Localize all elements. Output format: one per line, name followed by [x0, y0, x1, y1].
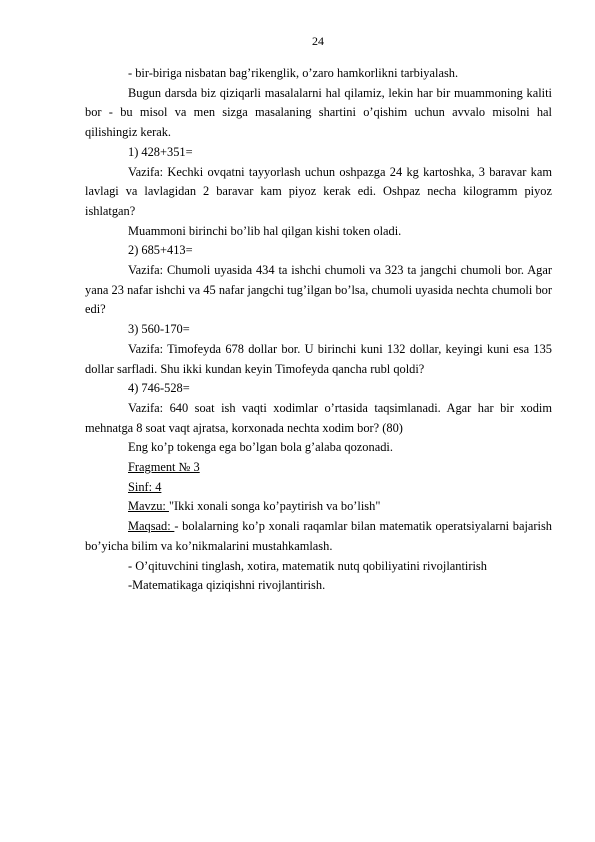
example-2: 2) 685+413= [128, 243, 193, 258]
fragment-label: Fragment № 3 [128, 460, 200, 475]
objective-label: Maqsad: [128, 519, 175, 534]
paragraph-goal-listening: - O’qituvchini tinglash, xotira, matematik nutq qobiliyatini rivojlantirish [128, 558, 487, 573]
paragraph-goal-interest: -Matematikaga qiziqishni rivojlantirish. [128, 578, 326, 593]
example-1: 1) 428+351= [128, 144, 193, 159]
example-4: 4) 746-528= [128, 381, 190, 396]
paragraph-lesson-intro: Bugun darsda biz qiziqarli masalalarni hal qilamiz, lekin har bir muammoning kaliti bor - bu misol va men sizga masalaning shartini o’qishim uchun avvalo misolni hal qilishingiz kerak. [85, 85, 552, 140]
topic-text: "Ikki xonali songa ko’paytirish va bo’lish" [168, 499, 381, 514]
topic-line [85, 497, 552, 517]
paragraph-winner-rule: Eng ko’p tokenga ega bo’lgan bola g’alaba qozonadi. [128, 440, 393, 455]
example-3: 3) 560-170= [128, 322, 190, 337]
objective-text: - bolalarning ko’p xonali raqamlar bilan matematik operatsiyalarni bajarish bo’yicha bilim va ko’nikmalarini mustahkamlash. [85, 519, 552, 553]
page-body [85, 64, 552, 596]
task-2: Vazifa: Chumoli uyasida 434 ta ishchi chumoli va 323 ta jangchi chumoli bor. Agar yana 23 nafar ishchi va 45 nafar jangchi tug’ilgan bo’lsa, chumoli uyasida nechta chumoli bor edi? [85, 263, 552, 317]
objective-line [85, 517, 552, 556]
grade-line [85, 478, 552, 498]
task-1: Vazifa: Kechki ovqatni tayyorlash uchun oshpazga 24 kg kartoshka, 3 baravar kam lavlagi va lavlagidan 2 baravar kam piyoz kerak edi. Oshpaz necha kilogramm piyoz ishlatgan? [85, 164, 552, 218]
paragraph-goal-tolerance: - bir-biriga nisbatan bag’rikenglik, o’zaro hamkorlikni tarbiyalash. [128, 66, 459, 80]
paragraph-token-rule: Muammoni birinchi bo’lib hal qilgan kishi token oladi. [128, 223, 402, 238]
topic-label: Mavzu: [128, 499, 169, 514]
grade-label: Sinf: 4 [128, 479, 162, 494]
task-4: Vazifa: 640 soat ish vaqti xodimlar o’rtasida taqsimlanadi. Agar har bir xodim mehnatga 8 soat vaqt ajratsa, korxonada nechta xodim bor? (80) [85, 400, 552, 435]
fragment-heading [85, 458, 552, 478]
task-3: Vazifa: Timofeyda 678 dollar bor. U birinchi kuni 132 dollar, keyingi kuni esa 135 dollar sarfladi. Shu ikki kundan keyin Timofeyda qancha rubl qoldi? [85, 341, 552, 376]
page-number: 24 [312, 34, 324, 48]
